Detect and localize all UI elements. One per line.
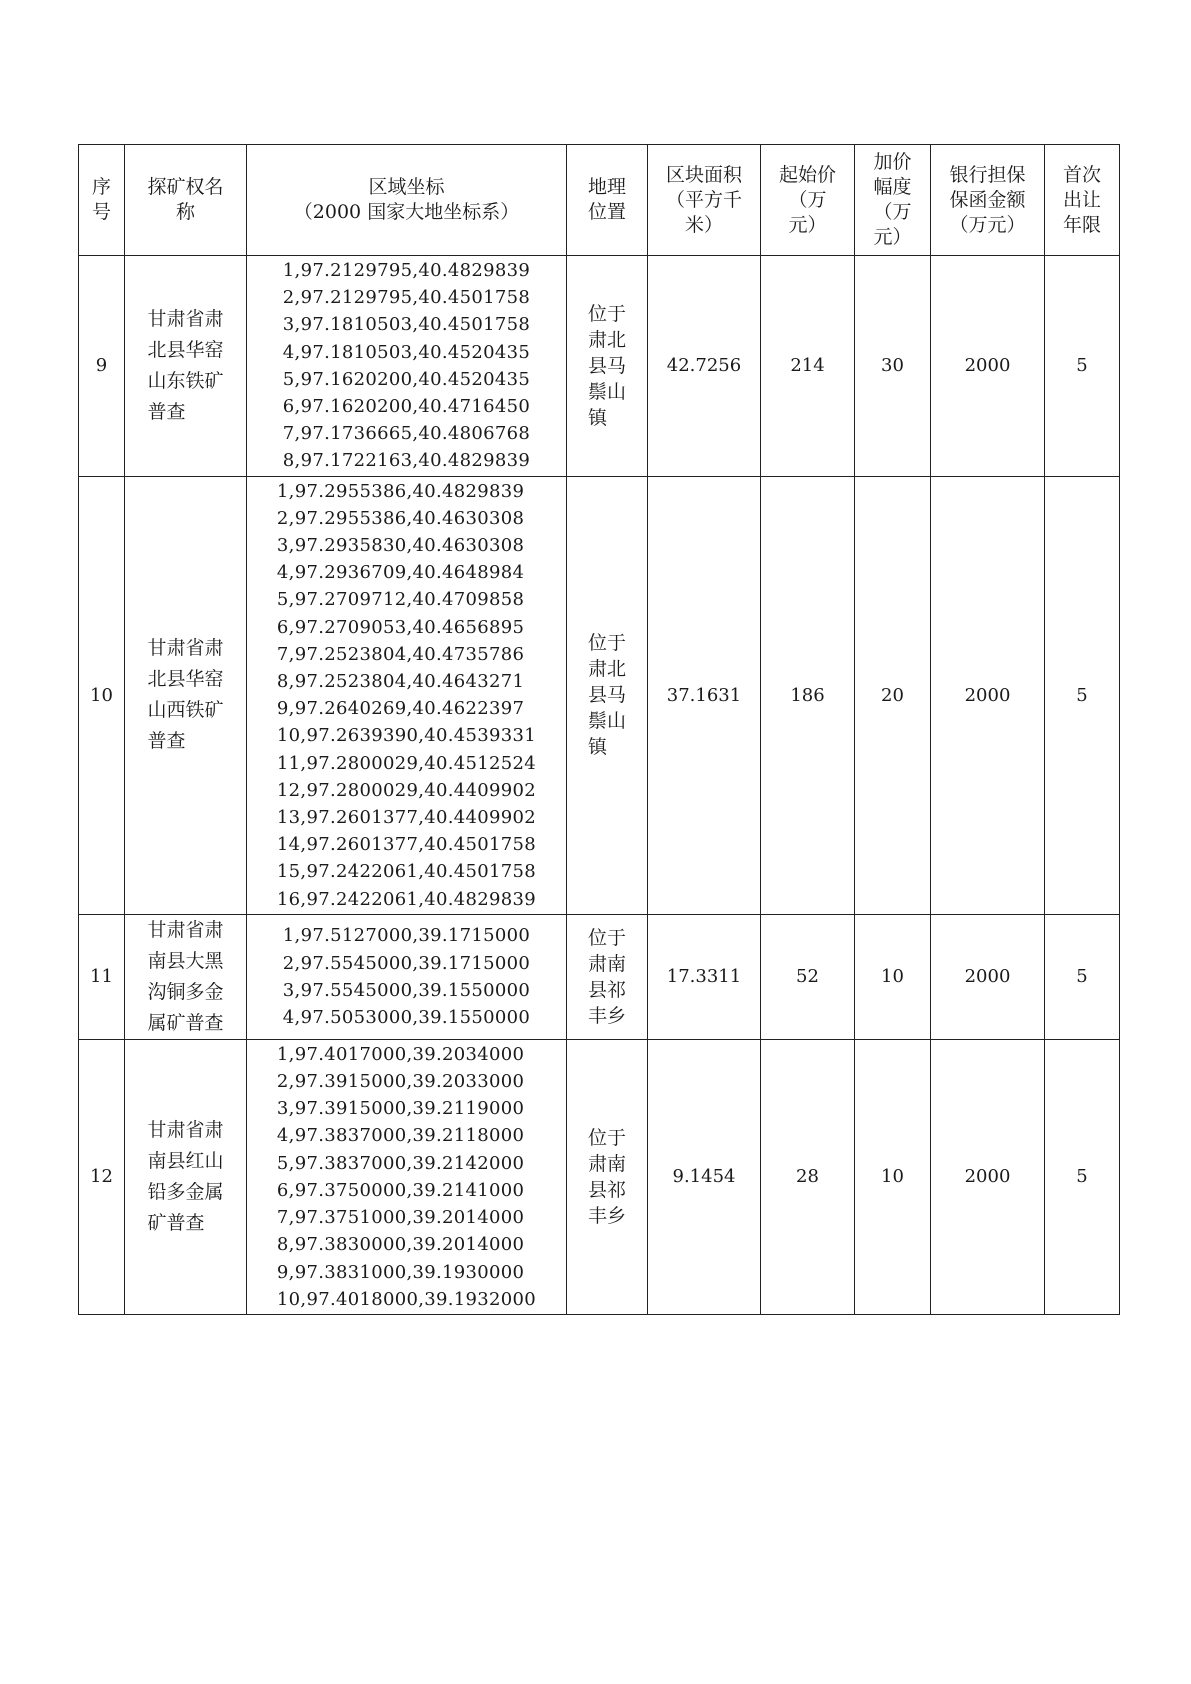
header-line: 序	[91, 176, 111, 198]
cell-location	[567, 256, 648, 477]
location-line: 位于	[587, 1126, 626, 1149]
location-line: 鬃山	[587, 710, 626, 733]
name-line: 甘肃省肃	[147, 307, 224, 330]
mining-rights-table	[78, 144, 1120, 1315]
location-line: 位于	[587, 632, 626, 655]
name-text	[147, 633, 223, 757]
header-line: 出让	[1062, 188, 1101, 211]
cell-increment-value: 30	[881, 355, 904, 377]
coordinate-line: 4,97.3837000,39.2118000	[276, 1125, 525, 1147]
cell-guarantee-value: 2000	[964, 355, 1011, 377]
coordinate-line: 1,97.2955386,40.4829839	[276, 480, 525, 502]
header-line: 米）	[684, 213, 723, 236]
location-line: 肃南	[587, 952, 626, 975]
name-line: 甘肃省肃	[147, 1118, 224, 1141]
coordinate-line: 5,97.3837000,39.2142000	[276, 1152, 525, 1174]
coordinate-line: 11,97.2800029,40.4512524	[276, 752, 537, 774]
coordinate-line: 6,97.1620200,40.4716450	[282, 396, 531, 418]
coordinate-line: 6,97.3750000,39.2141000	[276, 1179, 525, 1201]
location-line: 县祁	[587, 1178, 626, 1201]
header-line: （万	[873, 201, 912, 223]
coordinate-line: 3,97.3915000,39.2119000	[276, 1098, 525, 1120]
name-text	[147, 304, 223, 428]
coordinate-line: 7,97.3751000,39.2014000	[276, 1207, 525, 1229]
cell-increment	[855, 1039, 931, 1314]
name-line: 沟铜多金	[147, 980, 224, 1003]
cell-name	[125, 1039, 247, 1314]
cell-start-price	[761, 914, 855, 1039]
cell-coords	[247, 476, 567, 914]
cell-coords	[247, 914, 567, 1039]
header-line: 探矿权名	[147, 176, 224, 198]
cell-area	[648, 914, 761, 1039]
header-line: 年限	[1062, 213, 1101, 236]
header-coords	[247, 145, 567, 256]
cell-coords	[247, 256, 567, 477]
header-line: 元）	[873, 226, 912, 248]
header-start-price	[761, 145, 855, 256]
cell-guarantee	[931, 256, 1045, 477]
name-line: 甘肃省肃	[147, 637, 224, 660]
cell-area-value: 9.1454	[672, 1166, 736, 1188]
cell-area	[648, 476, 761, 914]
coordinate-text	[277, 477, 536, 914]
cell-coords	[247, 1039, 567, 1314]
cell-location	[567, 914, 648, 1039]
header-line: 地理	[587, 176, 626, 198]
header-increment	[855, 145, 931, 256]
cell-years-value: 5	[1076, 355, 1088, 377]
header-line: 加价	[873, 151, 912, 173]
coordinate-line: 10,97.2639390,40.4539331	[276, 725, 537, 747]
cell-seq-value: 12	[90, 1166, 113, 1188]
cell-start-price	[761, 256, 855, 477]
name-line: 普查	[147, 730, 186, 753]
name-line: 属矿普查	[147, 1011, 224, 1034]
coordinate-line: 4,97.1810503,40.4520435	[282, 341, 531, 363]
coordinate-line: 8,97.2523804,40.4643271	[276, 671, 525, 693]
location-line: 位于	[587, 926, 626, 949]
name-text	[147, 915, 223, 1039]
header-line: （平方千	[665, 188, 742, 211]
cell-seq	[79, 476, 125, 914]
cell-start-price	[761, 476, 855, 914]
coordinate-text	[283, 256, 530, 476]
header-line: （万元）	[949, 213, 1026, 236]
cell-years	[1045, 476, 1120, 914]
table-row	[79, 256, 1120, 477]
cell-years-value: 5	[1076, 966, 1088, 988]
name-line: 北县华窑	[147, 668, 224, 691]
header-seq	[79, 145, 125, 256]
coordinate-line: 12,97.2800029,40.4409902	[276, 779, 537, 801]
location-line: 肃南	[587, 1152, 626, 1175]
table-body	[79, 256, 1120, 1315]
coordinate-line: 7,97.1736665,40.4806768	[282, 423, 531, 445]
header-line: 称	[175, 201, 195, 223]
header-line: 区块面积	[665, 163, 742, 186]
cell-increment-value: 10	[881, 1166, 904, 1188]
cell-increment-value: 20	[881, 684, 904, 706]
location-line: 县马	[587, 684, 626, 707]
coordinate-line: 5,97.2709712,40.4709858	[276, 589, 525, 611]
cell-guarantee	[931, 914, 1045, 1039]
coordinate-line: 3,97.2935830,40.4630308	[276, 535, 525, 557]
location-line: 县祁	[587, 978, 626, 1001]
location-line: 鬃山	[587, 380, 626, 403]
coordinate-line: 4,97.2936709,40.4648984	[276, 562, 525, 584]
cell-years-value: 5	[1076, 1166, 1088, 1188]
location-line: 县马	[587, 354, 626, 377]
cell-years	[1045, 1039, 1120, 1314]
location-text	[588, 925, 626, 1029]
cell-years	[1045, 914, 1120, 1039]
header-line: 位置	[587, 201, 626, 223]
coordinate-line: 2,97.3915000,39.2033000	[276, 1071, 525, 1093]
cell-name	[125, 256, 247, 477]
header-area	[648, 145, 761, 256]
coordinate-line: 2,97.5545000,39.1715000	[282, 952, 531, 974]
location-text	[588, 630, 626, 760]
header-line: （2000 国家大地坐标系）	[293, 201, 520, 223]
cell-guarantee-value: 2000	[964, 1166, 1011, 1188]
name-line: 普查	[147, 400, 186, 423]
header-guarantee	[931, 145, 1045, 256]
cell-name	[125, 476, 247, 914]
cell-increment-value: 10	[881, 966, 904, 988]
cell-seq-value: 10	[90, 684, 113, 706]
coordinate-text	[277, 1040, 536, 1314]
table-row	[79, 476, 1120, 914]
location-line: 肃北	[587, 658, 626, 681]
location-line: 镇	[587, 736, 607, 759]
cell-start-price-value: 186	[790, 684, 825, 706]
cell-start-price-value: 52	[796, 966, 819, 988]
name-line: 铅多金属	[147, 1180, 224, 1203]
table-row	[79, 914, 1120, 1039]
coordinate-line: 3,97.1810503,40.4501758	[282, 314, 531, 336]
coordinate-line: 13,97.2601377,40.4409902	[276, 807, 537, 829]
coordinate-text	[283, 921, 530, 1032]
cell-start-price-value: 214	[790, 355, 825, 377]
name-line: 矿普查	[147, 1211, 205, 1234]
location-text	[588, 301, 626, 431]
name-line: 山西铁矿	[147, 699, 224, 722]
coordinate-line: 1,97.4017000,39.2034000	[276, 1043, 525, 1065]
cell-seq	[79, 914, 125, 1039]
coordinate-line: 9,97.2640269,40.4622397	[276, 698, 525, 720]
header-line: 首次	[1062, 163, 1101, 186]
cell-seq-value: 11	[90, 966, 113, 988]
name-line: 山东铁矿	[147, 369, 224, 392]
coordinate-line: 1,97.5127000,39.1715000	[282, 925, 531, 947]
name-line: 北县华窑	[147, 338, 224, 361]
location-line: 丰乡	[587, 1004, 626, 1027]
header-location	[567, 145, 648, 256]
name-line: 南县大黑	[147, 949, 224, 972]
cell-increment	[855, 476, 931, 914]
header-line: （万	[788, 188, 827, 211]
coordinate-line: 9,97.3831000,39.1930000	[276, 1261, 525, 1283]
cell-increment	[855, 256, 931, 477]
coordinate-line: 7,97.2523804,40.4735786	[276, 643, 525, 665]
location-line: 肃北	[587, 328, 626, 351]
coordinate-line: 3,97.5545000,39.1550000	[282, 979, 531, 1001]
cell-area	[648, 256, 761, 477]
coordinate-line: 15,97.2422061,40.4501758	[276, 861, 537, 883]
cell-location	[567, 476, 648, 914]
cell-start-price-value: 28	[796, 1166, 819, 1188]
coordinate-line: 4,97.5053000,39.1550000	[282, 1007, 531, 1029]
cell-guarantee	[931, 1039, 1045, 1314]
cell-location	[567, 1039, 648, 1314]
coordinate-line: 8,97.1722163,40.4829839	[282, 450, 531, 472]
location-line: 镇	[587, 406, 607, 429]
coordinate-line: 8,97.3830000,39.2014000	[276, 1234, 525, 1256]
location-line: 丰乡	[587, 1204, 626, 1227]
coordinate-line: 16,97.2422061,40.4829839	[276, 888, 537, 910]
cell-area-value: 37.1631	[666, 684, 742, 706]
cell-area-value: 17.3311	[666, 966, 742, 988]
coordinate-line: 10,97.4018000,39.1932000	[276, 1288, 537, 1310]
cell-name	[125, 914, 247, 1039]
cell-seq	[79, 256, 125, 477]
header-line: 区域坐标	[368, 176, 445, 198]
coordinate-line: 14,97.2601377,40.4501758	[276, 834, 537, 856]
coordinate-line: 5,97.1620200,40.4520435	[282, 368, 531, 390]
table-row	[79, 1039, 1120, 1314]
header-name	[125, 145, 247, 256]
cell-start-price	[761, 1039, 855, 1314]
header-line: 保函金额	[949, 188, 1026, 211]
cell-years	[1045, 256, 1120, 477]
header-line: 号	[91, 201, 111, 223]
header-line: 幅度	[873, 176, 912, 198]
cell-guarantee-value: 2000	[964, 684, 1011, 706]
cell-guarantee	[931, 476, 1045, 914]
header-line: 银行担保	[949, 163, 1026, 186]
name-line: 甘肃省肃	[147, 918, 224, 941]
location-text	[588, 1125, 626, 1229]
header-line: 元）	[788, 213, 827, 236]
cell-seq	[79, 1039, 125, 1314]
coordinate-line: 1,97.2129795,40.4829839	[282, 260, 531, 281]
name-text	[147, 1115, 223, 1239]
cell-guarantee-value: 2000	[964, 966, 1011, 988]
cell-years-value: 5	[1076, 684, 1088, 706]
header-line: 起始价	[778, 163, 836, 186]
coordinate-line: 2,97.2129795,40.4501758	[282, 287, 531, 309]
header-years	[1045, 145, 1120, 256]
coordinate-line: 2,97.2955386,40.4630308	[276, 507, 525, 529]
table-header-row	[79, 145, 1120, 256]
cell-increment	[855, 914, 931, 1039]
location-line: 位于	[587, 302, 626, 325]
cell-seq-value: 9	[95, 355, 108, 377]
name-line: 南县红山	[147, 1149, 224, 1172]
cell-area	[648, 1039, 761, 1314]
coordinate-line: 6,97.2709053,40.4656895	[276, 616, 525, 638]
cell-area-value: 42.7256	[666, 355, 742, 377]
